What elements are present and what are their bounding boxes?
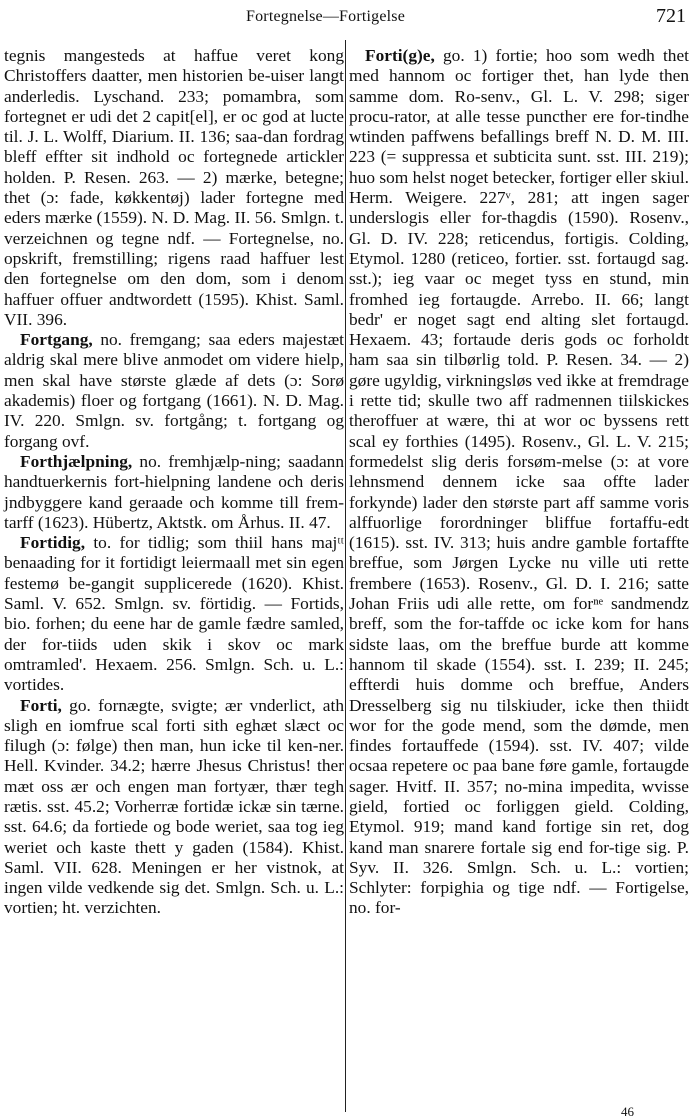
headword: Forthjælpning, — [20, 451, 133, 471]
entry-fortige: Forti(g)e, go. 1) fortie; hoo som wedh thet med hannom oc fortiger thet, han lyde then samme dom. Ro-senv., Gl. L. V. 298; siger procu-rator, at alle tesse puncther ere for-tindhe wtinden paffwens befallings breff N. D. M. III. 223 (= suppressa et subticita sunt. sst. III. 219); huo som helst noget betecker, fortiger eller skiul. Herm. Weigere. 227ᵛ, 281; att ingen sager underslogis eller for-thagdis (1590). Rosenv., Gl. D. IV. 228; reticendus, fortigis. Colding, Etymol. 1280 (reticeo, fortier. sst. fortaugd sag. sst.); ieg vaar oc meget tyss en stund, min fromhed ieg fortaugde. Arrebo. II. 66; langt bedr' er noget sagt end alting slet fortaugd. Hexaem. 43; fortaude deris gods oc forholdt ham saa sin tilbørlig told. P. Resen. 34. — 2) gøre ugyldig, virkningsløs ved ikke at fremdrage i rette tid; skulle two aff radmennen tiilskickes theroffuer at wære, thi at wor oc byssens rett scal ey forthies (1495). Rosenv., Gl. L. V. 215; formedelst slig deris forsøm-melse (ɔ: at vore lehnsmend dennem icke saa offte lader forkynde) lader den største part aff samme voris alffuorlige forordninger bliffue fortaffu-edt (1615). sst. IV. 313; huis andre gamble fortaffte breffue, som Jørgen Lycke nu ville uti rette frembere (1653). Rosenv., Gl. D. I. 216; satte Johan Friis udi alle rette, om forⁿᵉ sandmendz breff, som the for-taffde oc icke kom for hans sidste laas, om the breffue burde att komme hannom til skade (1554). sst. I. 239; II. 245; effterdi huis domme och breffue, Anders Dresselberg sig nu tilskiuder, icke then thiidt wor for the gode mend, som the dømde, men findes fortauffede (1594). sst. IV. 407; vilde ocsaa repetere oc paa bane føre gamle, fortaugde sager. Hvitf. II. 357; no-mina impedita, wvisse gield, fortied oc forliggen gield. Colding, Etymol. 919; mand kand fortige sin ret, dog kand man snarere fortale sig end for-tige sig. P. Syv. II. 326. Smlgn. Sch. u. L.: vortien; Schlyter: forpighia og tige ndf. — Fortigelse, no. for- — [349, 46, 689, 918]
right-column — [349, 46, 689, 919]
page-number: 721 — [656, 5, 686, 27]
headword: Fortidig, — [20, 533, 86, 553]
entry-forthjaelpning: Forthjælpning, no. fremhjælp-ning; saadann handtuerkernis fort-hielpning landene och deris jndbyggere kand geraade och komme till frem-tarff (1623). Hübertz, Aktstk. om Århus. II. 47. — [4, 451, 344, 532]
signature-mark: 46 — [621, 1104, 634, 1119]
running-head: Fortegnelse—Fortigelse — [246, 8, 406, 25]
column-divider — [345, 40, 346, 1112]
page-header — [0, 4, 700, 28]
left-column — [4, 46, 344, 919]
headword: Forti(g)e, — [365, 46, 435, 65]
entry-fortgang: Fortgang, no. fremgang; saa eders majestæt aldrig skal mere blive anmodet om videre hielp, men skal have største glæde af dets (ɔ: Sorø akademis) floer og fortgang (1661). N. D. Mag. IV. 220. Smlgn. sv. fortgång; t. fortgang og forgang ovf. — [4, 330, 344, 451]
headword: Fortgang, — [20, 330, 93, 350]
entry-forti: Forti, go. fornægte, svigte; ær vnderlict, ath sligh en iomfrue scal forti sith eghæt slæct oc filugh (ɔ: følge) then man, hun icke til ken-ner. Hell. Kvinder. 34.2; hærre Jhesus Christus! ther mæt oss ær och engen man fortyær, thær tegh rætis. sst. 45.2; Vorherræ fortidæ ickæ sin tærne. sst. 64.6; da fortiede og bode weriet, saa tog ieg weriet och kaste thett y gaden (1584). Khist. Saml. VII. 628. Meningen er her vistnok, at ingen vilde vedkende sig det. Smlgn. Sch. u. L.: vortien; ht. verzichten. — [4, 695, 344, 918]
headword: Forti, — [20, 695, 62, 715]
entry-continuation: tegnis mangesteds at haffue veret kong Christoffers daatter, men historien be-uiser langt anderledis. Lyschand. 233; pomambra, som fortegnet er udi det 2 capit[el], er oc god at lucte til. J. L. Wolff, Diarium. II. 136; saa-dan fordrag bleff effter sit indhold oc fortegnede artickler holden. P. Resen. 263. — 2) mærke, betegne; thet (ɔ: fade, køkkentøj) lader fortegne med eders mærke (1559). N. D. Mag. II. 56. Smlgn. t. verzeichnen og tegne ndf. — Fortegnelse, no. opskrift, fremstilling; rigens raad haffuer lest den fortegnelse om den dom, som i denom haffuer offuer andtwordett (1595). Khist. Saml. VII. 396. — [4, 46, 344, 329]
entry-fortidig: Fortidig, to. for tidlig; som thiil hans majᵗᵗ benaading for it fortidigt leiermaall met sin egen festemø be-gangit supplicerede (1620). Khist. Saml. V. 652. Smlgn. sv. förtidig. — Fortids, bio. forhen; du eene har de gamle fædre samled, der for-tiids uden skik i skov oc mark omtramled'. Hexaem. 256. Smlgn. Sch. u. L.: vortides. — [4, 533, 344, 695]
